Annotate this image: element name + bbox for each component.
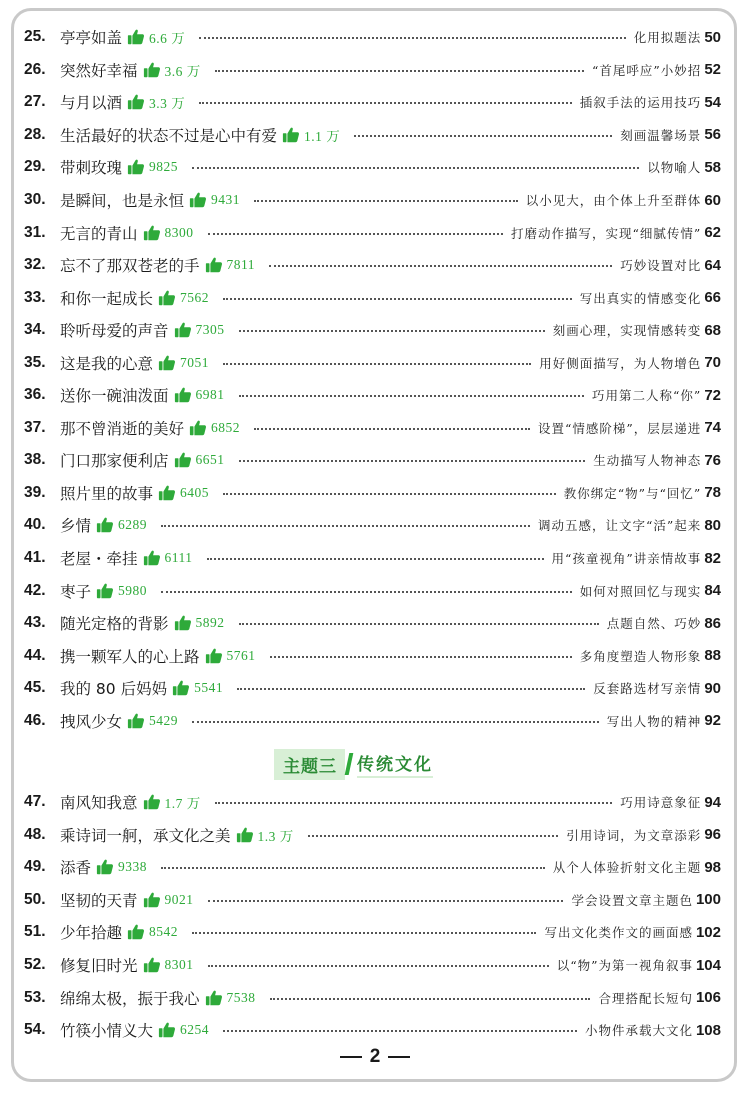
dot-leader: [215, 70, 584, 72]
entry-title: 无言的青山: [60, 224, 138, 243]
entry-title: 照片里的故事: [60, 484, 154, 503]
like-count: 3.3 万: [149, 96, 186, 112]
dot-leader: [161, 591, 572, 593]
toc-row: [24, 86, 721, 119]
entry-page-number: 58: [704, 158, 721, 176]
toc-row: [24, 314, 721, 347]
entry-number: 33.: [24, 288, 46, 306]
entry-technique: 反套路选材写亲情: [593, 681, 702, 697]
entry-technique: 写出人物的精神: [606, 713, 702, 729]
entry-title: 聆听母爱的声音: [60, 322, 169, 341]
dot-leader: [308, 835, 559, 837]
like-count: 1.7 万: [164, 796, 201, 812]
entry-technique: 如何对照回忆与现实: [579, 583, 702, 599]
entry-technique: 化用拟题法: [633, 30, 702, 46]
entry-page-number: 52: [704, 61, 721, 79]
entry-number: 53.: [24, 988, 46, 1006]
toc-row: [24, 884, 721, 917]
entry-page-number: 76: [704, 451, 721, 469]
entry-page-number: 106: [695, 989, 721, 1007]
entry-number: 51.: [24, 923, 46, 941]
entry-title: 我的 80 后妈妈: [60, 680, 168, 699]
thumbs-up-icon: [205, 989, 223, 1007]
toc-row: [24, 444, 721, 477]
entry-number: 48.: [24, 825, 46, 843]
entry-number: 45.: [24, 679, 46, 697]
entry-page-number: 94: [704, 793, 721, 811]
entry-page-number: 100: [695, 891, 721, 909]
toc-row: [24, 851, 721, 884]
dot-leader: [223, 1030, 577, 1032]
entry-page-number: 88: [704, 647, 721, 665]
like-count: 5980: [118, 582, 148, 598]
dot-leader: [239, 460, 586, 462]
entry-number: 37.: [24, 418, 46, 436]
entry-technique: 巧妙设置对比: [620, 258, 702, 274]
thumbs-up-icon: [158, 484, 176, 502]
entry-title: 携一颗军人的心上路: [60, 647, 200, 666]
toc-row: [24, 542, 721, 575]
dot-leader: [199, 102, 572, 104]
entry-number: 42.: [24, 581, 46, 599]
entry-number: 41.: [24, 549, 46, 567]
thumbs-up-icon: [143, 793, 161, 811]
like-count: 6852: [211, 419, 241, 435]
entry-title: 乘诗词一舸，承文化之美: [60, 826, 231, 845]
like-count: 3.6 万: [164, 63, 201, 79]
dot-leader: [199, 37, 626, 39]
toc-row: [24, 1014, 721, 1047]
dot-leader: [239, 395, 585, 397]
entry-technique: 刻画温馨场景: [620, 127, 702, 143]
entry-title: 突然好幸福: [60, 61, 138, 80]
entry-title: 和你一起成长: [60, 289, 154, 308]
dot-leader: [239, 330, 545, 332]
like-count: 1.3 万: [257, 828, 294, 844]
entry-title: 那不曾消逝的美好: [60, 419, 185, 438]
toc-row: [24, 981, 721, 1014]
entry-page-number: 66: [704, 289, 721, 307]
footer-dash-left: [340, 1056, 362, 1058]
like-count: 7811: [226, 257, 256, 273]
entry-title: 与月以酒: [60, 94, 123, 113]
like-count: 9825: [149, 159, 179, 175]
toc-row: [24, 916, 721, 949]
dot-leader: [161, 525, 530, 527]
entry-number: 36.: [24, 386, 46, 404]
dot-leader: [270, 998, 591, 1000]
entry-technique: 调动五感，让文字“活”起来: [538, 518, 702, 534]
dot-leader: [270, 656, 572, 658]
entry-number: 50.: [24, 890, 46, 908]
footer-dash-right: [388, 1056, 410, 1058]
thumbs-up-icon: [127, 923, 145, 941]
like-count: 8300: [164, 224, 194, 240]
like-count: 1.1 万: [304, 128, 341, 144]
toc-row: [24, 672, 721, 705]
toc-list-section-b: [24, 786, 721, 1046]
entry-title: 绵绵太极，振于我心: [60, 989, 200, 1008]
toc-row: [24, 249, 721, 282]
thumbs-up-icon: [174, 321, 192, 339]
entry-page-number: 68: [704, 321, 721, 339]
entry-number: 26.: [24, 60, 46, 78]
entry-title: 送你一碗油泼面: [60, 387, 169, 406]
entry-technique: 巧用第二人称“你”: [592, 388, 702, 404]
entry-number: 31.: [24, 223, 46, 241]
thumbs-up-icon: [143, 549, 161, 567]
entry-technique: 设置“情感阶梯”，层层递进: [538, 420, 702, 436]
entry-technique: 以物喻人: [647, 160, 702, 176]
thumbs-up-icon: [189, 419, 207, 437]
entry-page-number: 56: [704, 126, 721, 144]
toc-row: [24, 184, 721, 217]
entry-page-number: 96: [704, 826, 721, 844]
entry-page-number: 80: [704, 516, 721, 534]
entry-technique: 教你绑定“物”与“回忆”: [563, 485, 702, 501]
like-count: 5429: [149, 712, 179, 728]
like-count: 6981: [195, 387, 225, 403]
entry-page-number: 90: [704, 679, 721, 697]
like-count: 7538: [226, 989, 256, 1005]
thumbs-up-icon: [158, 354, 176, 372]
entry-page-number: 92: [704, 712, 721, 730]
entry-technique: 多角度塑造人物形象: [579, 648, 702, 664]
thumbs-up-icon: [205, 647, 223, 665]
dot-leader: [208, 233, 504, 235]
toc-row: [24, 151, 721, 184]
entry-title: 老屋・牵挂: [60, 550, 138, 569]
like-count: 9021: [164, 891, 194, 907]
entry-title: 随光定格的背影: [60, 615, 169, 634]
like-count: 6289: [118, 517, 148, 533]
toc-row: [24, 216, 721, 249]
entry-page-number: 84: [704, 582, 721, 600]
toc-row: [24, 346, 721, 379]
toc-row: [24, 639, 721, 672]
thumbs-up-icon: [127, 93, 145, 111]
dot-leader: [215, 802, 613, 804]
toc-row: [24, 607, 721, 640]
like-count: 7562: [180, 289, 210, 305]
entry-page-number: 78: [704, 484, 721, 502]
entry-number: 25.: [24, 28, 46, 46]
entry-title: 门口那家便利店: [60, 452, 169, 471]
like-count: 9431: [211, 192, 241, 207]
entry-number: 39.: [24, 483, 46, 501]
thumbs-up-icon: [174, 386, 192, 404]
entry-technique: 点题自然、巧妙: [606, 616, 702, 632]
entry-title: 是瞬间，也是永恒: [60, 192, 185, 210]
entry-number: 38.: [24, 451, 46, 469]
dot-leader: [207, 558, 544, 560]
entry-number: 43.: [24, 614, 46, 632]
dot-leader: [223, 363, 531, 365]
entry-number: 44.: [24, 646, 46, 664]
entry-number: 34.: [24, 321, 46, 339]
dot-leader: [254, 428, 530, 430]
entry-technique: 小物件承载大文化: [584, 1023, 693, 1039]
entry-number: 54.: [24, 1021, 46, 1039]
thumbs-up-icon: [127, 28, 145, 46]
entry-number: 35.: [24, 353, 46, 371]
dot-leader: [192, 167, 639, 169]
entry-technique: 写出文化类作文的画面感: [544, 925, 693, 941]
thumbs-up-icon: [96, 516, 114, 534]
entry-technique: 巧用诗意象征: [620, 795, 702, 811]
theme-header: [274, 749, 433, 779]
thumbs-up-icon: [127, 158, 145, 176]
dot-leader: [223, 298, 572, 300]
page-number: 2: [369, 1046, 381, 1067]
entry-technique: “首尾呼应”小妙招: [592, 62, 702, 78]
entry-number: 27.: [24, 93, 46, 111]
entry-number: 46.: [24, 711, 46, 729]
like-count: 7305: [195, 322, 225, 338]
entry-technique: 合理搭配长短句: [598, 990, 693, 1006]
toc-row: [24, 949, 721, 982]
thumbs-up-icon: [96, 858, 114, 876]
entry-number: 30.: [24, 191, 46, 208]
thumbs-up-icon: [158, 289, 176, 307]
entry-technique: 引用诗词，为文章添彩: [566, 827, 702, 843]
entry-page-number: 72: [704, 386, 721, 404]
like-count: 8301: [164, 957, 194, 972]
like-count: 6254: [180, 1022, 210, 1038]
dot-leader: [208, 965, 549, 967]
toc-row: [24, 119, 721, 152]
toc-row: [24, 786, 721, 819]
toc-row: [24, 379, 721, 412]
like-count: 6111: [164, 550, 193, 566]
entry-number: 28.: [24, 125, 46, 143]
like-count: 6651: [195, 452, 225, 468]
entry-technique: 以“物”为第一视角叙事: [556, 958, 693, 973]
entry-title: 忘不了那双苍老的手: [60, 257, 200, 276]
thumbs-up-icon: [143, 956, 161, 974]
entry-technique: 从个人体验折射文化主题: [552, 860, 702, 876]
entry-technique: 打磨动作描写，实现“细腻传情”: [511, 225, 702, 241]
dot-leader: [208, 900, 564, 902]
entry-page-number: 54: [704, 93, 721, 111]
entry-page-number: 108: [695, 1021, 721, 1039]
entry-page-number: 60: [704, 191, 721, 209]
entry-number: 49.: [24, 858, 46, 876]
entry-technique: 插叙手法的运用技巧: [579, 95, 702, 111]
thumbs-up-icon: [127, 712, 145, 730]
entry-technique: 学会设置文章主题色: [571, 892, 693, 908]
entry-title: 添香: [60, 859, 92, 878]
entry-technique: 写出真实的情感变化: [579, 290, 702, 306]
thumbs-up-icon: [174, 614, 192, 632]
page-footer: [0, 1046, 750, 1068]
thumbs-up-icon: [96, 582, 114, 600]
dot-leader: [192, 932, 536, 934]
thumbs-up-icon: [158, 1021, 176, 1039]
like-count: 8542: [149, 924, 179, 940]
entry-title: 这是我的心意: [60, 354, 154, 373]
dot-leader: [237, 688, 585, 690]
entry-page-number: 104: [695, 956, 721, 974]
entry-title: 拽风少女: [60, 712, 123, 731]
like-count: 6.6 万: [149, 31, 186, 47]
toc-row: [24, 574, 721, 607]
like-count: 5541: [194, 680, 224, 696]
dot-leader: [161, 867, 545, 869]
entry-title: 少年拾趣: [60, 924, 123, 943]
thumbs-up-icon: [236, 826, 254, 844]
entry-title: 带刺玫瑰: [60, 159, 123, 178]
entry-page-number: 74: [704, 419, 721, 437]
toc-row: [24, 509, 721, 542]
toc-row: [24, 21, 721, 54]
entry-page-number: 64: [704, 256, 721, 274]
theme-divider-bar: [345, 753, 354, 775]
toc-row: [24, 281, 721, 314]
toc-row: [24, 704, 721, 737]
entry-page-number: 62: [704, 224, 721, 242]
like-count: 5892: [195, 615, 225, 631]
dot-leader: [223, 493, 556, 495]
entry-page-number: 70: [704, 354, 721, 372]
entry-title: 乡情: [60, 517, 92, 536]
thumbs-up-icon: [143, 61, 161, 79]
theme-name: 传统文化: [357, 750, 433, 778]
entry-technique: 用“孩童视角”讲亲情故事: [551, 551, 702, 567]
entry-number: 47.: [24, 793, 46, 811]
dot-leader: [239, 623, 599, 625]
thumbs-up-icon: [143, 891, 161, 909]
toc-row: [24, 477, 721, 510]
toc-row: [24, 819, 721, 852]
entry-title: 竹筷小情义大: [60, 1022, 154, 1041]
entry-page-number: 102: [695, 923, 721, 941]
thumbs-up-icon: [189, 191, 207, 209]
dot-leader: [192, 721, 599, 723]
entry-title: 南风知我意: [60, 794, 138, 813]
like-count: 9338: [118, 859, 148, 875]
entry-page-number: 86: [704, 614, 721, 632]
entry-title: 枣子: [60, 582, 92, 601]
entry-title: 修复旧时光: [60, 957, 138, 975]
entry-technique: 刻画心理，实现情感转变: [552, 323, 702, 339]
toc-row: [24, 54, 721, 87]
entry-number: 40.: [24, 516, 46, 534]
entry-number: 29.: [24, 158, 46, 176]
entry-title: 坚韧的天青: [60, 891, 138, 910]
dot-leader: [254, 200, 518, 202]
theme-label: 主题三: [274, 749, 345, 780]
like-count: 5761: [226, 647, 256, 663]
entry-title: 生活最好的状态不过是心中有爱: [60, 126, 278, 145]
dot-leader: [354, 135, 612, 137]
entry-page-number: 98: [704, 858, 721, 876]
like-count: 7051: [180, 354, 210, 370]
thumbs-up-icon: [143, 224, 161, 242]
toc-list-section-a: [24, 21, 721, 737]
thumbs-up-icon: [172, 679, 190, 697]
entry-number: 52.: [24, 956, 46, 973]
like-count: 6405: [180, 484, 210, 500]
toc-row: [24, 412, 721, 445]
entry-technique: 用好侧面描写，为人物增色: [539, 355, 702, 371]
entry-number: 32.: [24, 256, 46, 274]
thumbs-up-icon: [205, 256, 223, 274]
dot-leader: [269, 265, 612, 267]
thumbs-up-icon: [174, 451, 192, 469]
thumbs-up-icon: [282, 126, 300, 144]
entry-page-number: 82: [704, 549, 721, 567]
entry-title: 亭亭如盖: [60, 29, 123, 48]
entry-technique: 以小见大，由个体上升至群体: [525, 193, 702, 208]
entry-page-number: 50: [704, 28, 721, 46]
entry-technique: 生动描写人物神态: [593, 453, 702, 469]
